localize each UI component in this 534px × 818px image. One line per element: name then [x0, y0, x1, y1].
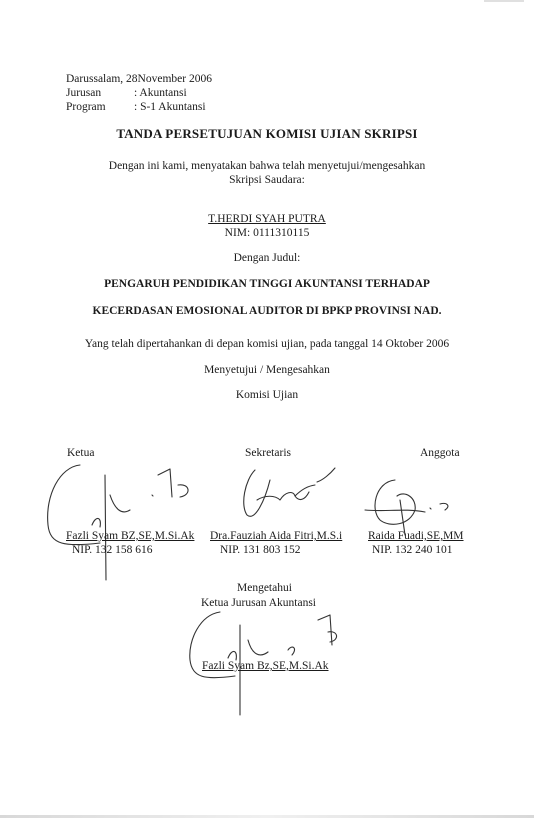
sekretaris-nip: NIP. 131 803 152 — [220, 544, 301, 556]
student-nim: NIM: 0111310115 — [224, 227, 310, 239]
scan-edge-mark — [484, 0, 524, 2]
intro-line-2: Skripsi Saudara: — [229, 174, 305, 186]
ack-label: Mengetahui — [237, 582, 292, 594]
thesis-title-line-1: PENGARUH PENDIDIKAN TINGGI AKUNTANSI TERHADAP — [104, 278, 430, 290]
anggota-role: Anggota — [420, 447, 460, 459]
judul-label: Dengan Judul: — [233, 252, 301, 264]
thesis-title-line-2: KECERDASAN EMOSIONAL AUDITOR DI BPKP PROVINSI NAD. — [92, 305, 442, 317]
page-title: TANDA PERSETUJUAN KOMISI UJIAN SKRIPSI — [116, 126, 418, 141]
sekretaris-signature — [235, 460, 345, 530]
ack-role: Ketua Jurusan Akuntansi — [201, 597, 316, 609]
student-name: T.HERDI SYAH PUTRA — [208, 213, 326, 225]
sekretaris-name: Dra.Fauziah Aida Fitri,M.S.i — [210, 530, 343, 542]
place-date: Darussalam, 28November 2006 — [66, 73, 212, 85]
intro-line-1: Dengan ini kami, menyatakan bahwa telah menyetujui/mengesahkan — [108, 160, 426, 172]
ketua-name: Fazli Syam BZ,SE,M.Si.Ak — [66, 530, 195, 542]
ack-name: Fazli Syam Bz,SE,M.Si.Ak — [202, 660, 329, 672]
committee-label: Komisi Ujian — [235, 389, 299, 401]
program-value: : S-1 Akuntansi — [134, 101, 206, 113]
program-label: Program — [66, 101, 106, 113]
anggota-nip: NIP. 132 240 101 — [372, 544, 453, 556]
jurusan-label: Jurusan — [66, 87, 102, 99]
ketua-nip: NIP. 132 158 616 — [72, 544, 153, 556]
defense-text: Yang telah dipertahankan di depan komisi ujian, pada tanggal 14 Oktober 2006 — [84, 338, 450, 350]
ketua-role: Ketua — [67, 447, 95, 459]
jurusan-value: : Akuntansi — [134, 87, 187, 99]
sekretaris-role: Sekretaris — [245, 447, 291, 459]
anggota-name: Raida Fuadi,SE,MM — [368, 530, 464, 542]
ketua-signature — [40, 455, 210, 585]
approval-label: Menyetujui / Mengesahkan — [204, 364, 330, 376]
